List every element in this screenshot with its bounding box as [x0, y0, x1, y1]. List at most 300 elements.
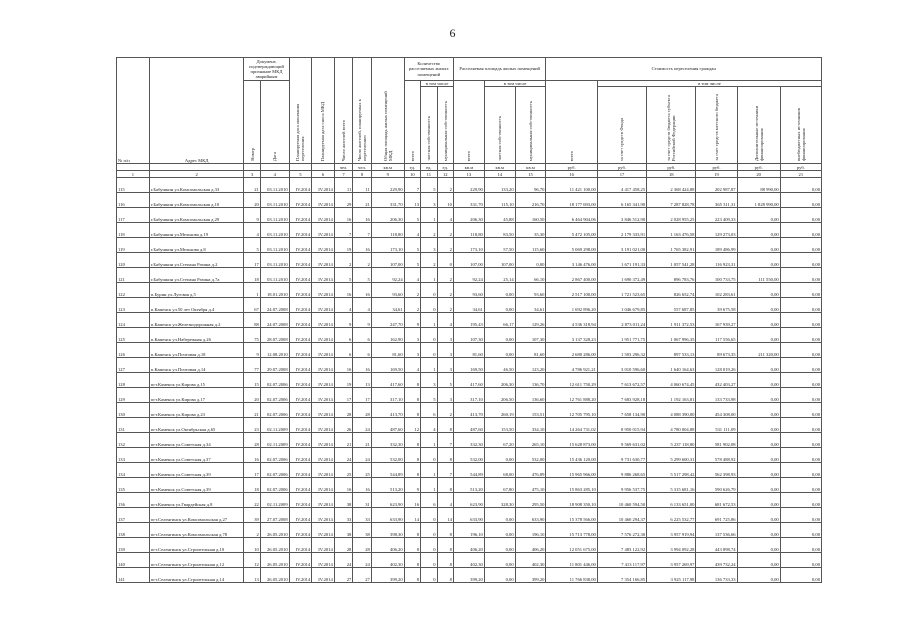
- data-cell: IV.2014: [312, 178, 335, 193]
- data-cell: 0,00: [780, 448, 821, 463]
- data-cell: 17: [244, 463, 260, 478]
- data-cell: 6: [334, 343, 352, 358]
- data-cell: 0,00: [737, 433, 780, 448]
- header-cost-fund: за счет средств Фонда: [597, 87, 646, 164]
- header-cost-extra: Дополнительные источники финансирования: [737, 87, 780, 164]
- data-cell: 33: [334, 508, 352, 523]
- header-area-total: всего: [453, 81, 484, 164]
- data-cell: 9: [353, 313, 371, 328]
- data-cell: 17: [244, 253, 260, 268]
- data-cell: 398,30: [371, 523, 404, 538]
- table-row: [117, 193, 822, 208]
- column-number-cell: 19: [696, 171, 737, 178]
- data-cell: 27.07.2008: [260, 508, 289, 523]
- data-cell: 4 786 921,21: [546, 358, 597, 373]
- data-cell: 0,00: [737, 508, 780, 523]
- data-cell: 35,30: [515, 223, 546, 238]
- data-cell: 2: [437, 178, 453, 193]
- unit-cell: руб.: [737, 164, 780, 171]
- data-cell: 4: [353, 298, 371, 313]
- data-cell: 118,80: [371, 223, 404, 238]
- data-cell: 81,60: [515, 343, 546, 358]
- data-cell: 4: [437, 208, 453, 223]
- data-cell: 4 088 390,00: [647, 403, 696, 418]
- data-cell: 8: [437, 523, 453, 538]
- data-cell: 8: [437, 448, 453, 463]
- unit-cell: кв.м: [515, 164, 546, 171]
- data-cell: 633,90: [453, 508, 484, 523]
- data-cell: 544,89: [453, 463, 484, 478]
- data-cell: 532,00: [453, 448, 484, 463]
- header-cost-group: Стоимость переселения граждан: [546, 58, 822, 81]
- address-cell: пгт.Каменск ул.Советская д.39: [149, 463, 244, 478]
- data-cell: 12.08.2010: [260, 343, 289, 358]
- data-cell: 402,30: [515, 553, 546, 568]
- data-cell: 4: [404, 268, 420, 283]
- address-cell: пгт.Каменск ул.Кирова д.15: [149, 373, 244, 388]
- data-cell: 10: [244, 538, 260, 553]
- address-cell: пгт.Каменск ул.Гвардейская д.8: [149, 493, 244, 508]
- data-cell: 102 283,61: [696, 283, 737, 298]
- data-cell: 3 957 919,94: [647, 523, 696, 538]
- header-cost-local: за счет средств местного бюджета: [696, 87, 737, 164]
- data-cell: 12: [244, 553, 260, 568]
- data-cell: 206,50: [484, 388, 515, 403]
- data-cell: 562 398,93: [696, 463, 737, 478]
- data-cell: 10 460 294,37: [597, 508, 646, 523]
- header-cost-incl: в том числе: [597, 81, 821, 87]
- data-cell: IV.2014: [289, 373, 312, 388]
- data-cell: 0,00: [780, 313, 821, 328]
- data-cell: IV.2014: [312, 538, 335, 553]
- data-cell: 328,30: [484, 493, 515, 508]
- data-cell: 57,50: [484, 238, 515, 253]
- data-cell: 7: [353, 223, 371, 238]
- data-cell: 28: [353, 538, 371, 553]
- header-area-incl: в том числе: [484, 81, 546, 87]
- data-cell: 8 950 015,94: [597, 418, 646, 433]
- data-cell: 406,20: [371, 538, 404, 553]
- data-cell: IV.2014: [312, 193, 335, 208]
- data-cell: IV.2014: [289, 568, 312, 583]
- data-cell: 5 069 298,00: [546, 238, 597, 253]
- row-number-cell: 126: [117, 343, 150, 358]
- data-cell: 295,50: [515, 493, 546, 508]
- data-cell: 66,10: [515, 268, 546, 283]
- data-cell: 28.07.2008: [260, 328, 289, 343]
- data-cell: IV.2014: [312, 553, 335, 568]
- data-cell: 67: [244, 298, 260, 313]
- address-cell: г.Бабушкин ул.Мелькова д.19: [149, 223, 244, 238]
- row-number-cell: 116: [117, 193, 150, 208]
- data-cell: 0,00: [484, 283, 515, 298]
- data-cell: 229,90: [371, 178, 404, 193]
- data-cell: IV.2014: [312, 298, 335, 313]
- data-cell: 11 766 838,00: [546, 568, 597, 583]
- data-cell: 16: [334, 358, 352, 373]
- data-cell: 136 733,33: [696, 568, 737, 583]
- column-number-cell: 11: [421, 171, 437, 178]
- data-cell: IV.2014: [312, 223, 335, 238]
- unit-cell: [117, 164, 150, 171]
- data-cell: 0: [421, 538, 437, 553]
- data-cell: 24: [353, 418, 371, 433]
- data-cell: 6: [421, 493, 437, 508]
- unit-cell: [260, 164, 289, 171]
- unit-cell: ед.: [437, 164, 453, 171]
- column-number-cell: 12: [437, 171, 453, 178]
- data-cell: 137 536,66: [696, 523, 737, 538]
- table-row: [117, 433, 822, 448]
- table-row: [117, 538, 822, 553]
- row-number-cell: 140: [117, 553, 150, 568]
- data-cell: 8: [404, 568, 420, 583]
- data-cell: 25,14: [484, 268, 515, 283]
- header-rooms-group: Количество расселяемых жилых помещений: [404, 58, 453, 81]
- data-cell: 26.05.2010: [260, 523, 289, 538]
- data-cell: 229,90: [453, 178, 484, 193]
- data-cell: 9 731 630,77: [597, 448, 646, 463]
- data-cell: IV.2014: [312, 433, 335, 448]
- data-cell: 173,10: [453, 238, 484, 253]
- data-cell: 2: [353, 253, 371, 268]
- data-cell: 3 137 328,23: [546, 328, 597, 343]
- data-cell: 4 417 458,25: [597, 178, 646, 193]
- data-cell: 16: [244, 448, 260, 463]
- data-cell: 5: [437, 373, 453, 388]
- header-rooms-total: всего: [404, 81, 420, 164]
- data-cell: 623,90: [371, 493, 404, 508]
- unit-cell: руб.: [647, 164, 696, 171]
- table-row: [117, 208, 822, 223]
- data-cell: 18: [244, 268, 260, 283]
- address-cell: п.Каменск ул.Почтовая д.14: [149, 358, 244, 373]
- data-cell: 475,10: [515, 478, 546, 493]
- data-cell: 133 733,98: [696, 388, 737, 403]
- data-cell: 7 483 122,92: [597, 538, 646, 553]
- data-cell: 0,00: [484, 343, 515, 358]
- data-cell: 9 886 268,65: [597, 463, 646, 478]
- unit-cell: [244, 164, 260, 171]
- data-cell: 24: [353, 553, 371, 568]
- row-number-cell: 131: [117, 418, 150, 433]
- table-row: [117, 253, 822, 268]
- data-cell: 15: [244, 373, 260, 388]
- data-cell: 133,20: [484, 178, 515, 193]
- data-cell: 0: [421, 568, 437, 583]
- data-cell: IV.2014: [312, 358, 335, 373]
- data-cell: 21: [353, 433, 371, 448]
- header-doc-number: Номер: [244, 81, 260, 164]
- row-number-cell: 125: [117, 328, 150, 343]
- data-cell: IV.2014: [312, 508, 335, 523]
- data-cell: 77: [244, 358, 260, 373]
- unit-cell: руб.: [546, 164, 597, 171]
- data-cell: 681 672,53: [696, 493, 737, 508]
- data-cell: 0,00: [484, 568, 515, 583]
- data-cell: 0,00: [484, 298, 515, 313]
- data-cell: 5 472 105,00: [546, 223, 597, 238]
- data-cell: 3: [421, 193, 437, 208]
- data-cell: 88 990,00: [737, 178, 780, 193]
- data-cell: 03.11.2010: [260, 268, 289, 283]
- data-cell: 206,30: [484, 373, 515, 388]
- data-cell: 7 354 166,85: [597, 568, 646, 583]
- data-cell: 6 165 341,90: [597, 193, 646, 208]
- data-cell: IV.2014: [312, 418, 335, 433]
- table-row: [117, 418, 822, 433]
- header-area-municipal: муниципальная собственность: [515, 87, 546, 164]
- data-cell: 24.07.2008: [260, 298, 289, 313]
- data-cell: 417,60: [453, 373, 484, 388]
- data-cell: 12 705 795,10: [546, 403, 597, 418]
- data-cell: 5: [404, 208, 420, 223]
- data-cell: 8: [404, 388, 420, 403]
- data-cell: 39: [244, 508, 260, 523]
- data-cell: 13: [244, 568, 260, 583]
- data-cell: IV.2014: [289, 538, 312, 553]
- data-cell: 21: [353, 193, 371, 208]
- data-cell: 0,00: [780, 478, 821, 493]
- table-row: [117, 373, 822, 388]
- data-cell: IV.2014: [289, 298, 312, 313]
- data-cell: 18.01.2010: [260, 283, 289, 298]
- data-cell: 195,43: [453, 313, 484, 328]
- data-cell: 0,00: [780, 193, 821, 208]
- data-cell: 26.05.2010: [260, 568, 289, 583]
- column-number-cell: 15: [515, 171, 546, 178]
- data-cell: 5 299 600,31: [647, 448, 696, 463]
- column-number-cell: 13: [453, 171, 484, 178]
- data-cell: 93,60: [515, 283, 546, 298]
- data-cell: 129,26: [515, 313, 546, 328]
- data-cell: 11 801 446,00: [546, 553, 597, 568]
- row-number-cell: 138: [117, 523, 150, 538]
- data-cell: 2 680 286,00: [546, 343, 597, 358]
- header-doc-date: Дата: [260, 81, 289, 164]
- unit-cell: руб.: [696, 164, 737, 171]
- data-cell: 88: [244, 313, 260, 328]
- data-cell: 432 403,27: [696, 373, 737, 388]
- address-cell: пгт.Селенгинск ул.Комсомольская д.27: [149, 508, 244, 523]
- data-cell: 413,70: [453, 403, 484, 418]
- data-cell: 3 957 269,97: [647, 553, 696, 568]
- row-number-cell: 115: [117, 178, 150, 193]
- data-cell: 81,60: [453, 343, 484, 358]
- data-cell: 7: [437, 433, 453, 448]
- unit-cell: кв.м: [484, 164, 515, 171]
- data-cell: 513,20: [453, 478, 484, 493]
- data-cell: 02.07.2006: [260, 388, 289, 403]
- data-cell: 4: [334, 298, 352, 313]
- table-row: [117, 358, 822, 373]
- data-cell: 1 057 541,28: [647, 253, 696, 268]
- data-cell: 2: [421, 223, 437, 238]
- data-cell: 1 692 896,20: [546, 298, 597, 313]
- data-cell: 2: [437, 298, 453, 313]
- data-cell: 9 569 631,02: [597, 433, 646, 448]
- data-cell: 0,00: [780, 418, 821, 433]
- row-number-cell: 134: [117, 463, 150, 478]
- data-cell: 3 925 117,98: [647, 568, 696, 583]
- header-area-private: частная собственность: [484, 87, 515, 164]
- data-cell: 1 765 382,91: [647, 238, 696, 253]
- data-cell: 17: [334, 388, 352, 403]
- data-cell: IV.2014: [289, 358, 312, 373]
- data-cell: 38: [334, 493, 352, 508]
- data-cell: 7 613 672,57: [597, 373, 646, 388]
- data-cell: 1 192 163,81: [647, 388, 696, 403]
- data-cell: 8: [404, 403, 420, 418]
- data-cell: IV.2014: [289, 418, 312, 433]
- data-cell: 6: [353, 343, 371, 358]
- data-cell: 897 533,13: [647, 343, 696, 358]
- data-cell: 8: [404, 538, 420, 553]
- data-cell: 115,10: [484, 193, 515, 208]
- data-cell: 3 146 476,00: [546, 253, 597, 268]
- table-row: [117, 523, 822, 538]
- data-cell: 02.07.2006: [260, 478, 289, 493]
- data-cell: 8: [404, 433, 420, 448]
- data-cell: 12 611 750,29: [546, 373, 597, 388]
- data-cell: 15 436 120,00: [546, 448, 597, 463]
- column-number-cell: 3: [244, 171, 260, 178]
- data-cell: 107,30: [453, 328, 484, 343]
- data-cell: 2 179 333,91: [597, 223, 646, 238]
- data-cell: 03.11.2010: [260, 253, 289, 268]
- data-cell: 2: [404, 298, 420, 313]
- data-cell: 39 675,58: [696, 298, 737, 313]
- data-cell: 4 060 674,45: [647, 373, 696, 388]
- data-cell: 16: [353, 208, 371, 223]
- data-cell: 332,30: [371, 433, 404, 448]
- data-cell: 399,20: [453, 568, 484, 583]
- data-cell: 0,00: [780, 538, 821, 553]
- data-cell: 26.05.2010: [260, 538, 289, 553]
- data-cell: 5 237 118,80: [647, 433, 696, 448]
- data-cell: 5: [353, 268, 371, 283]
- row-number-cell: 129: [117, 388, 150, 403]
- data-cell: 67,20: [484, 433, 515, 448]
- data-cell: 5: [334, 268, 352, 283]
- data-cell: 0,00: [780, 373, 821, 388]
- data-cell: 0,00: [737, 493, 780, 508]
- data-cell: 0,00: [737, 358, 780, 373]
- data-cell: 0,00: [780, 268, 821, 283]
- data-cell: 8: [404, 373, 420, 388]
- data-cell: 167 939,27: [696, 313, 737, 328]
- data-cell: 02.07.2006: [260, 403, 289, 418]
- data-cell: 46,50: [484, 358, 515, 373]
- table-row: [117, 283, 822, 298]
- data-cell: 0,00: [737, 448, 780, 463]
- data-cell: 0,00: [737, 523, 780, 538]
- data-cell: IV.2014: [289, 343, 312, 358]
- data-cell: 365 311,31: [696, 193, 737, 208]
- row-number-cell: 135: [117, 478, 150, 493]
- row-number-cell: 124: [117, 313, 150, 328]
- data-cell: 5: [421, 178, 437, 193]
- data-cell: IV.2014: [289, 433, 312, 448]
- data-cell: 02.07.2006: [260, 463, 289, 478]
- unit-cell: чел.: [353, 164, 371, 171]
- data-cell: 153,51: [515, 403, 546, 418]
- table-row: [117, 298, 822, 313]
- data-cell: 2: [244, 523, 260, 538]
- data-cell: 18 908 350,10: [546, 493, 597, 508]
- address-cell: пгт.Каменск ул.Советская д.39: [149, 478, 244, 493]
- data-cell: 28: [353, 403, 371, 418]
- data-cell: 4 536 318,94: [546, 313, 597, 328]
- row-number-cell: 133: [117, 448, 150, 463]
- data-cell: 169,50: [453, 358, 484, 373]
- data-cell: 03.11.2010: [260, 193, 289, 208]
- data-cell: 1 828 990,00: [737, 193, 780, 208]
- data-cell: 826 652,74: [647, 283, 696, 298]
- row-number-cell: 127: [117, 358, 150, 373]
- data-cell: 89 673,35: [696, 343, 737, 358]
- data-cell: 7: [334, 223, 352, 238]
- data-cell: IV.2014: [289, 178, 312, 193]
- data-cell: 27: [353, 568, 371, 583]
- data-cell: 0,00: [737, 223, 780, 238]
- data-cell: 129 273,03: [696, 223, 737, 238]
- data-cell: 4: [404, 358, 420, 373]
- data-cell: 443 898,74: [696, 538, 737, 553]
- data-cell: 16: [353, 283, 371, 298]
- data-cell: 1 690 372,49: [597, 268, 646, 283]
- resettlement-table: [116, 57, 822, 583]
- data-cell: 162,90: [371, 328, 404, 343]
- data-cell: 406,20: [453, 538, 484, 553]
- data-cell: 21: [334, 433, 352, 448]
- data-cell: 2 873 011,24: [597, 313, 646, 328]
- header-planned-demolition: Планируемая дата сноса МКД: [312, 58, 335, 164]
- column-number-cell: 16: [546, 171, 597, 178]
- data-cell: 45,88: [484, 208, 515, 223]
- data-cell: 2: [437, 238, 453, 253]
- data-cell: 578 488,92: [696, 448, 737, 463]
- data-cell: 15 863 285,10: [546, 478, 597, 493]
- address-cell: пгт.Селенгинск ул.Строительная д.14: [149, 568, 244, 583]
- data-cell: 0,00: [484, 553, 515, 568]
- data-cell: 6: [334, 328, 352, 343]
- data-cell: 590 626,79: [696, 478, 737, 493]
- data-cell: 0: [421, 553, 437, 568]
- data-cell: 0: [421, 298, 437, 313]
- data-cell: 81,60: [371, 343, 404, 358]
- data-cell: 487,60: [371, 418, 404, 433]
- data-cell: 100 733,75: [696, 268, 737, 283]
- data-cell: 332,30: [453, 433, 484, 448]
- address-cell: пгт.Каменск ул.Советская д.34: [149, 433, 244, 448]
- data-cell: 18 177 693,00: [546, 193, 597, 208]
- data-cell: 83,50: [484, 223, 515, 238]
- data-cell: 487,60: [453, 418, 484, 433]
- data-cell: 8: [437, 538, 453, 553]
- column-number-cell: 5: [289, 171, 312, 178]
- column-number-cell: 17: [597, 171, 646, 178]
- data-cell: 03.11.2010: [260, 178, 289, 193]
- column-number-cell: 10: [404, 171, 420, 178]
- data-cell: IV.2014: [312, 238, 335, 253]
- data-cell: 28: [334, 403, 352, 418]
- data-cell: 9: [404, 313, 420, 328]
- data-cell: 1 640 164,63: [647, 358, 696, 373]
- data-cell: IV.2014: [289, 403, 312, 418]
- table-body: [117, 178, 822, 583]
- data-cell: IV.2014: [312, 253, 335, 268]
